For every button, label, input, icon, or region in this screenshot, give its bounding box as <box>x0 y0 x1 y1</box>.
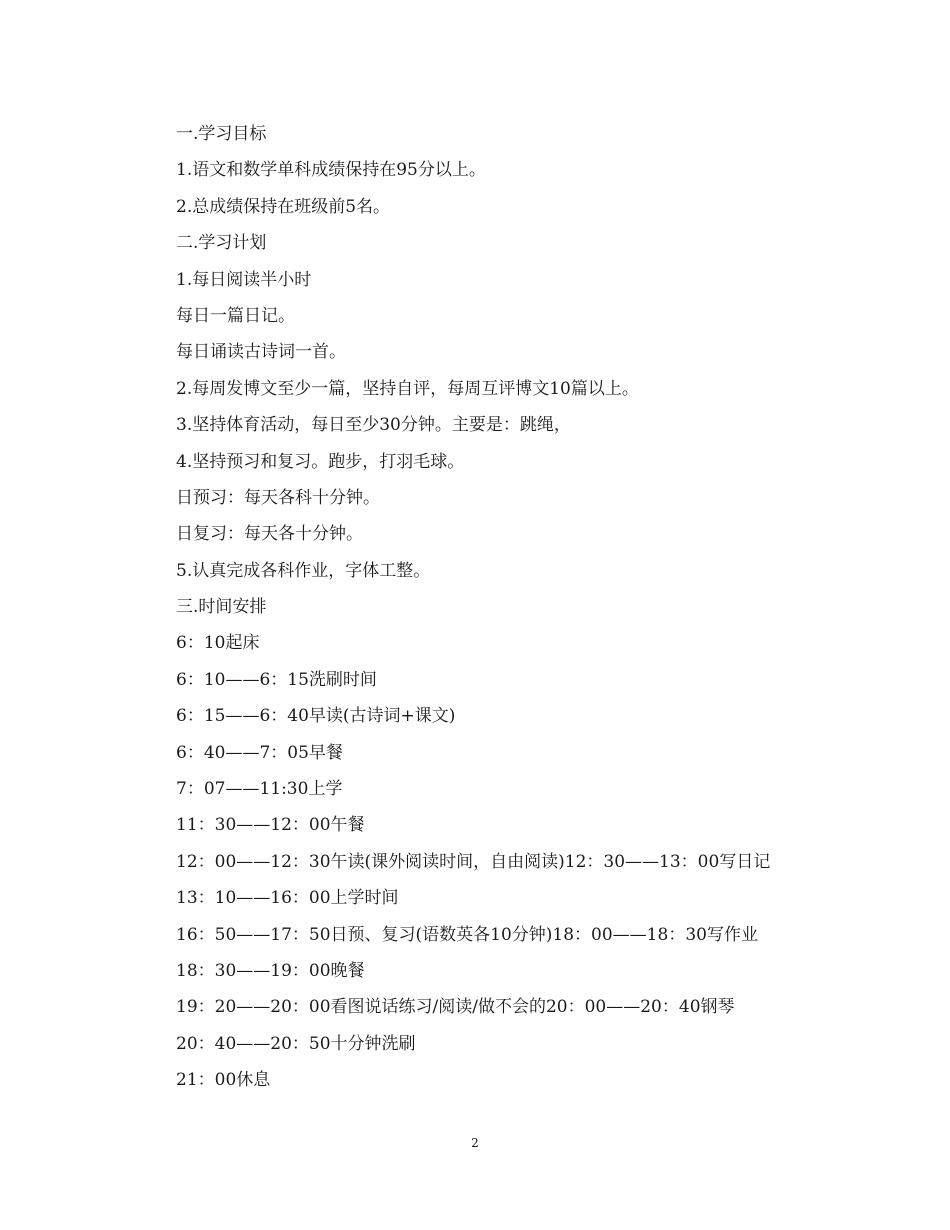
text-line: 5.认真完成各科作业，字体工整。 <box>176 560 431 581</box>
text-line: 4.坚持预习和复习。跑步，打羽毛球。 <box>176 451 465 472</box>
document-body <box>176 116 876 1099</box>
text-line: 每日一篇日记。 <box>176 305 295 326</box>
schedule-line: 12：00——12：30午读(课外阅读时间，自由阅读)12：30——13：00写日记 <box>176 851 771 872</box>
page-number: 2 <box>471 1136 479 1150</box>
section-heading-schedule: 三.时间安排 <box>176 597 267 618</box>
text-line: 1.每日阅读半小时 <box>176 269 312 290</box>
text-line: 日预习：每天各科十分钟。 <box>176 487 380 508</box>
text-line: 1.语文和数学单科成绩保持在95分以上。 <box>176 160 486 181</box>
schedule-line: 20：40——20：50十分钟洗刷 <box>176 1033 416 1054</box>
text-line: 2.每周发博文至少一篇，坚持自评，每周互评博文10篇以上。 <box>176 378 639 399</box>
schedule-line: 18：30——19：00晚餐 <box>176 960 365 981</box>
text-line: 3.坚持体育活动，每日至少30分钟。主要是：跳绳， <box>176 415 571 436</box>
schedule-line: 21：00休息 <box>176 1070 271 1091</box>
text-line: 2.总成绩保持在班级前5名。 <box>176 196 391 217</box>
schedule-line: 13：10——16：00上学时间 <box>176 888 399 909</box>
schedule-line: 6：10——6：15洗刷时间 <box>176 669 377 690</box>
schedule-line: 11：30——12：00午餐 <box>176 815 365 836</box>
section-heading-goals: 一.学习目标 <box>176 124 267 144</box>
text-line: 日复习：每天各十分钟。 <box>176 524 363 545</box>
schedule-line: 6：10起床 <box>176 633 260 654</box>
section-heading-plan: 二.学习计划 <box>176 233 267 254</box>
schedule-line: 6：15——6：40早读(古诗词+课文) <box>176 706 456 727</box>
schedule-line: 7：07——11:30上学 <box>176 779 343 800</box>
schedule-line: 16：50——17：50日预、复习(语数英各10分钟)18：00——18：30写作业 <box>176 924 758 945</box>
schedule-line: 6：40——7：05早餐 <box>176 742 343 763</box>
schedule-line: 19：20——20：00看图说话练习/阅读/做不会的20：00——20：40钢琴 <box>176 997 735 1018</box>
text-line: 每日诵读古诗词一首。 <box>176 342 346 363</box>
